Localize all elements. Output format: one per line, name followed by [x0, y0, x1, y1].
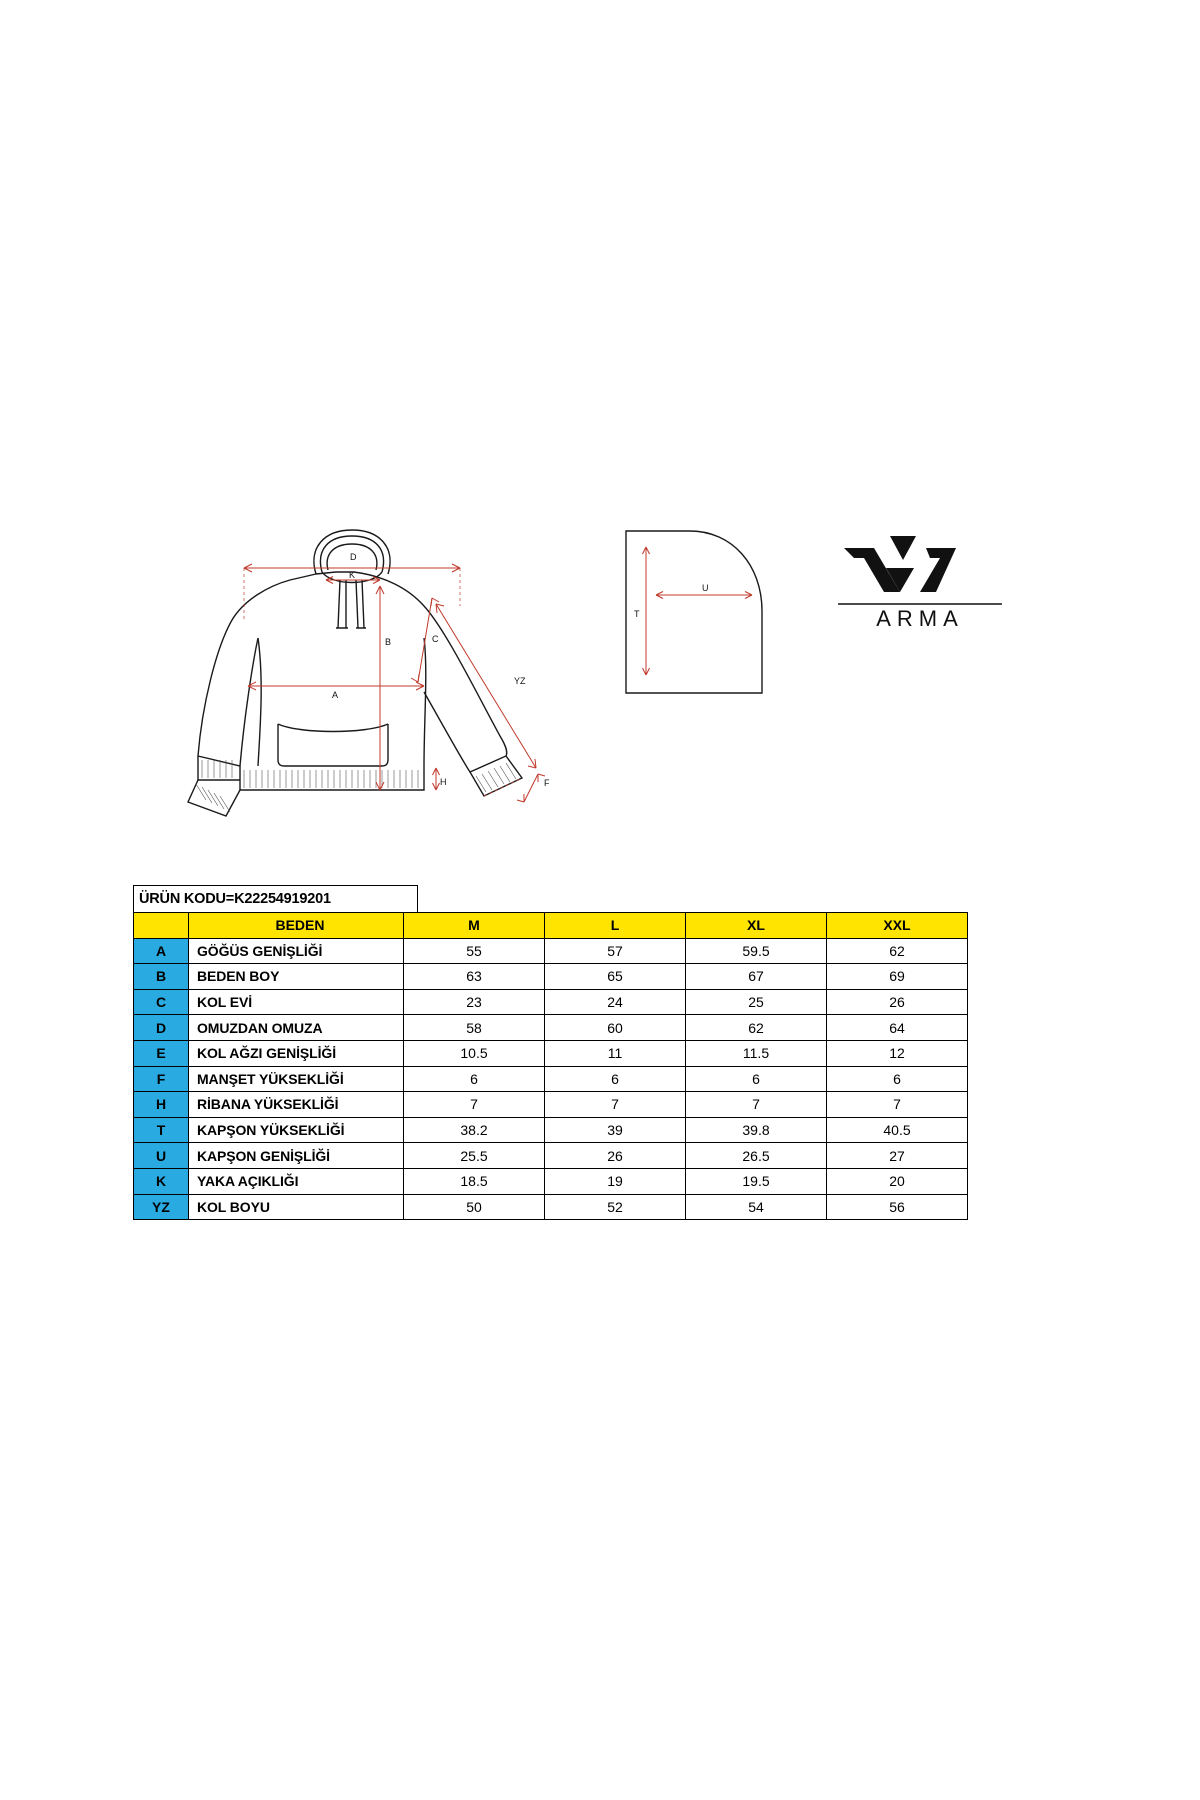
row-label: KAPŞON GENİŞLİĞİ — [189, 1143, 404, 1169]
row-value-xxl: 12 — [827, 1040, 968, 1066]
row-label: MANŞET YÜKSEKLİĞİ — [189, 1066, 404, 1092]
row-label: RİBANA YÜKSEKLİĞİ — [189, 1092, 404, 1118]
row-value-l: 19 — [545, 1168, 686, 1194]
size-chart-table — [133, 912, 968, 1220]
row-value-xl: 62 — [686, 1015, 827, 1041]
row-value-xl: 67 — [686, 964, 827, 990]
marker-H: H — [440, 777, 447, 787]
table-row — [134, 1092, 968, 1118]
row-value-m: 63 — [404, 964, 545, 990]
row-value-xxl: 56 — [827, 1194, 968, 1220]
header-beden: BEDEN — [189, 913, 404, 939]
hoodie-technical-drawing — [140, 520, 580, 850]
header-code-blank — [134, 913, 189, 939]
row-value-l: 60 — [545, 1015, 686, 1041]
row-value-xxl: 7 — [827, 1092, 968, 1118]
table-row — [134, 1040, 968, 1066]
row-code: K — [134, 1168, 189, 1194]
marker-C: C — [432, 634, 439, 644]
row-value-m: 6 — [404, 1066, 545, 1092]
product-code-text: ÜRÜN KODU=K22254919201 — [139, 891, 331, 907]
table-row — [134, 964, 968, 990]
row-value-xl: 39.8 — [686, 1117, 827, 1143]
row-value-m: 58 — [404, 1015, 545, 1041]
row-value-xxl: 62 — [827, 938, 968, 964]
header-size-xl: XL — [686, 913, 827, 939]
row-value-l: 52 — [545, 1194, 686, 1220]
row-value-xxl: 64 — [827, 1015, 968, 1041]
marker-D: D — [350, 552, 357, 562]
table-row — [134, 1194, 968, 1220]
row-label: YAKA AÇIKLIĞI — [189, 1168, 404, 1194]
product-code-box — [133, 885, 418, 913]
table-row — [134, 938, 968, 964]
row-code: A — [134, 938, 189, 964]
marker-K: K — [349, 570, 356, 580]
row-value-xl: 11.5 — [686, 1040, 827, 1066]
row-value-xl: 59.5 — [686, 938, 827, 964]
row-code: D — [134, 1015, 189, 1041]
row-value-xxl: 69 — [827, 964, 968, 990]
row-value-l: 65 — [545, 964, 686, 990]
table-row — [134, 1117, 968, 1143]
marker-T: T — [634, 609, 640, 619]
hood-technical-drawing — [620, 525, 800, 715]
table-row — [134, 1015, 968, 1041]
table-row — [134, 989, 968, 1015]
row-value-m: 18.5 — [404, 1168, 545, 1194]
row-label: KAPŞON YÜKSEKLİĞİ — [189, 1117, 404, 1143]
row-value-m: 25.5 — [404, 1143, 545, 1169]
header-size-m: M — [404, 913, 545, 939]
row-value-xl: 6 — [686, 1066, 827, 1092]
row-code: E — [134, 1040, 189, 1066]
row-value-l: 24 — [545, 989, 686, 1015]
brand-wordmark: ARMA — [876, 606, 964, 631]
table-row — [134, 1143, 968, 1169]
row-value-xxl: 40.5 — [827, 1117, 968, 1143]
row-value-xxl: 6 — [827, 1066, 968, 1092]
marker-YZ: YZ — [514, 676, 526, 686]
row-value-m: 38.2 — [404, 1117, 545, 1143]
row-value-l: 7 — [545, 1092, 686, 1118]
header-size-l: L — [545, 913, 686, 939]
row-value-xxl: 20 — [827, 1168, 968, 1194]
row-value-m: 23 — [404, 989, 545, 1015]
row-label: GÖĞÜS GENİŞLİĞİ — [189, 938, 404, 964]
marker-A: A — [332, 690, 339, 700]
brand-logo — [830, 530, 1010, 640]
row-value-l: 26 — [545, 1143, 686, 1169]
row-value-l: 57 — [545, 938, 686, 964]
row-value-xxl: 27 — [827, 1143, 968, 1169]
row-code: T — [134, 1117, 189, 1143]
row-code: U — [134, 1143, 189, 1169]
header-size-xxl: XXL — [827, 913, 968, 939]
marker-U: U — [702, 583, 709, 593]
row-value-xl: 7 — [686, 1092, 827, 1118]
row-value-l: 39 — [545, 1117, 686, 1143]
row-label: KOL AĞZI GENİŞLİĞİ — [189, 1040, 404, 1066]
row-value-xl: 26.5 — [686, 1143, 827, 1169]
row-code: B — [134, 964, 189, 990]
row-code: F — [134, 1066, 189, 1092]
row-value-m: 7 — [404, 1092, 545, 1118]
table-row — [134, 1066, 968, 1092]
row-value-xxl: 26 — [827, 989, 968, 1015]
row-value-xl: 25 — [686, 989, 827, 1015]
row-value-l: 11 — [545, 1040, 686, 1066]
row-code: H — [134, 1092, 189, 1118]
row-value-m: 50 — [404, 1194, 545, 1220]
table-row — [134, 1168, 968, 1194]
row-label: KOL BOYU — [189, 1194, 404, 1220]
row-label: OMUZDAN OMUZA — [189, 1015, 404, 1041]
row-label: BEDEN BOY — [189, 964, 404, 990]
row-value-m: 10.5 — [404, 1040, 545, 1066]
row-code: C — [134, 989, 189, 1015]
table-header-row — [134, 913, 968, 939]
garment-illustration — [130, 520, 1070, 870]
marker-F: F — [544, 778, 550, 788]
marker-B: B — [385, 637, 392, 647]
row-value-m: 55 — [404, 938, 545, 964]
row-label: KOL EVİ — [189, 989, 404, 1015]
row-code: YZ — [134, 1194, 189, 1220]
row-value-xl: 54 — [686, 1194, 827, 1220]
row-value-l: 6 — [545, 1066, 686, 1092]
row-value-xl: 19.5 — [686, 1168, 827, 1194]
